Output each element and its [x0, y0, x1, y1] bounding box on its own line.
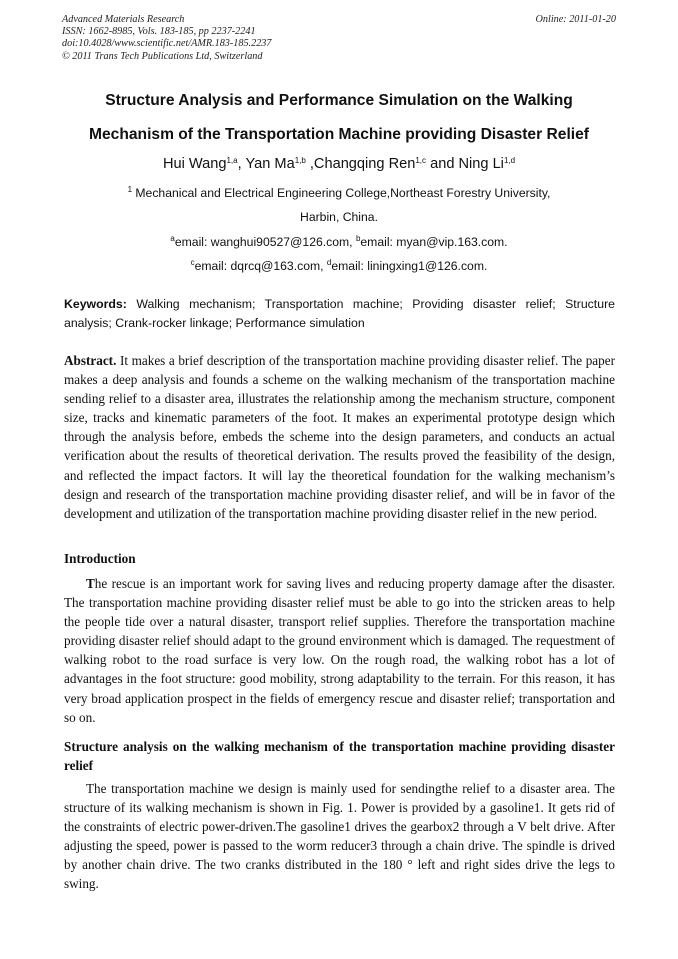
introduction-paragraph	[64, 574, 615, 727]
abstract-text: It makes a brief description of the transportation machine providing disaster relief. The paper makes a deep analysis and founds a scheme on the walking mechanism of the transportation machine sending relief to a disaster area, illustrates the relationship among the mechanism structure, component size, tracks and kinematic parameters of the foot. It makes an experimental prototype design which through the analysis before, embeds the scheme into the design parameters, and conducts an actual verification about the results of theoretical derivation. The results proved the feasibility of the design, and reflected the impact factors. It will lay the theoretical foundation for the walking mechanism’s design and research of the transportation machine providing disaster relief, and will be in favor of the development and utilization of the transportation machine providing disaster relief in the new period.	[64, 353, 615, 521]
author-list	[40, 156, 638, 172]
email-mark: d	[326, 258, 332, 267]
issn-line: ISSN: 1662-8985, Vols. 183-185, pp 2237-2241	[62, 26, 256, 38]
email-text: email: dqrcq@163.com,	[194, 259, 327, 273]
author-affiliation-mark: 1,b	[294, 156, 306, 165]
email-mark: b	[355, 234, 361, 243]
email-text: email: wanghui90527@126.com,	[174, 235, 356, 249]
affiliation-line-2: Harbin, China.	[300, 210, 378, 224]
email-line-2	[40, 259, 638, 273]
structure-section-heading: Structure analysis on the walking mechanism of the transportation machine providing disaster relief	[64, 739, 615, 774]
author-name: Changqing Ren	[313, 156, 416, 172]
affiliation-line-1	[40, 186, 638, 200]
keywords-label: Keywords:	[64, 297, 127, 311]
author-name: Hui Wang	[162, 156, 227, 172]
introduction-text: he rescue is an important work for saving lives and reducing property damage after the disaster. The transportation machine providing disaster relief must be able to go into the stricken areas to help the people tide over a natural disaster, transport relief supplies. Therefore the transportation machine providing disaster relief should adapt to the ground environment which is damaged. The requestment of walking robot to the road surface is very low. On the rough road, the walking robot has a lot of advantages in the foot structure: good mobility, strong adaptability to the terrain. For this reason, it has very broad application prospect in the fields of emergency rescue and disaster relief; transportation and so on.	[64, 576, 615, 725]
author-affiliation-mark: 1,d	[503, 156, 516, 165]
email-mark: a	[170, 234, 175, 243]
author-affiliation-mark: 1,c	[415, 156, 427, 165]
affiliation-text: Mechanical and Electrical Engineering College,Northeast Forestry University,	[132, 186, 551, 200]
author-separator: and	[426, 156, 459, 172]
email-line-1	[40, 235, 638, 249]
keywords-text: Walking mechanism; Transportation machine; Providing disaster relief; Structure analysis; Crank-rocker linkage; Performance simulation	[64, 297, 615, 330]
email-mark: c	[190, 258, 195, 267]
journal-header	[62, 14, 616, 63]
abstract-label: Abstract.	[64, 353, 117, 368]
doi-line: doi:10.4028/www.scientific.net/AMR.183-185.2237	[62, 38, 272, 50]
email-text: email: liningxing1@126.com.	[331, 259, 488, 273]
paper-title-line-2: Mechanism of the Transportation Machine providing Disaster Relief	[89, 126, 589, 143]
email-text: email: myan@vip.163.com.	[360, 235, 508, 249]
author-name: Yan Ma	[245, 156, 295, 172]
paper-title-line-1: Structure Analysis and Performance Simulation on the Walking	[105, 92, 573, 109]
author-separator: ,	[237, 156, 246, 172]
journal-name: Advanced Materials Research	[62, 14, 185, 25]
abstract-paragraph	[64, 351, 615, 523]
structure-section-paragraph: The transportation machine we design is mainly used for sendingthe relief to a disaster area. The structure of its walking mechanism is shown in Fig. 1. Power is provided by a gasoline1. It gets rid of the constraints of electric power-driven.The gasoline1 drives the gearbox2 through a V belt drive. After adjusting the speed, power is passed to the worm reducer3 through a chain drive. The spindle is drived by another chain drive. The two cranks distributed in the 180 ° left and right sides drive the legs to swing.	[64, 781, 615, 892]
online-date: Online: 2011-01-20	[535, 14, 616, 25]
author-separator: ,	[305, 156, 314, 172]
copyright-line: © 2011 Trans Tech Publications Ltd, Switzerland	[62, 50, 263, 62]
author-name: Ning Li	[458, 156, 504, 172]
author-affiliation-mark: 1,a	[226, 156, 238, 165]
affiliation-mark: 1	[127, 185, 133, 194]
keywords-paragraph	[64, 295, 615, 333]
drop-letter: T	[86, 576, 95, 591]
introduction-heading: Introduction	[64, 551, 136, 566]
